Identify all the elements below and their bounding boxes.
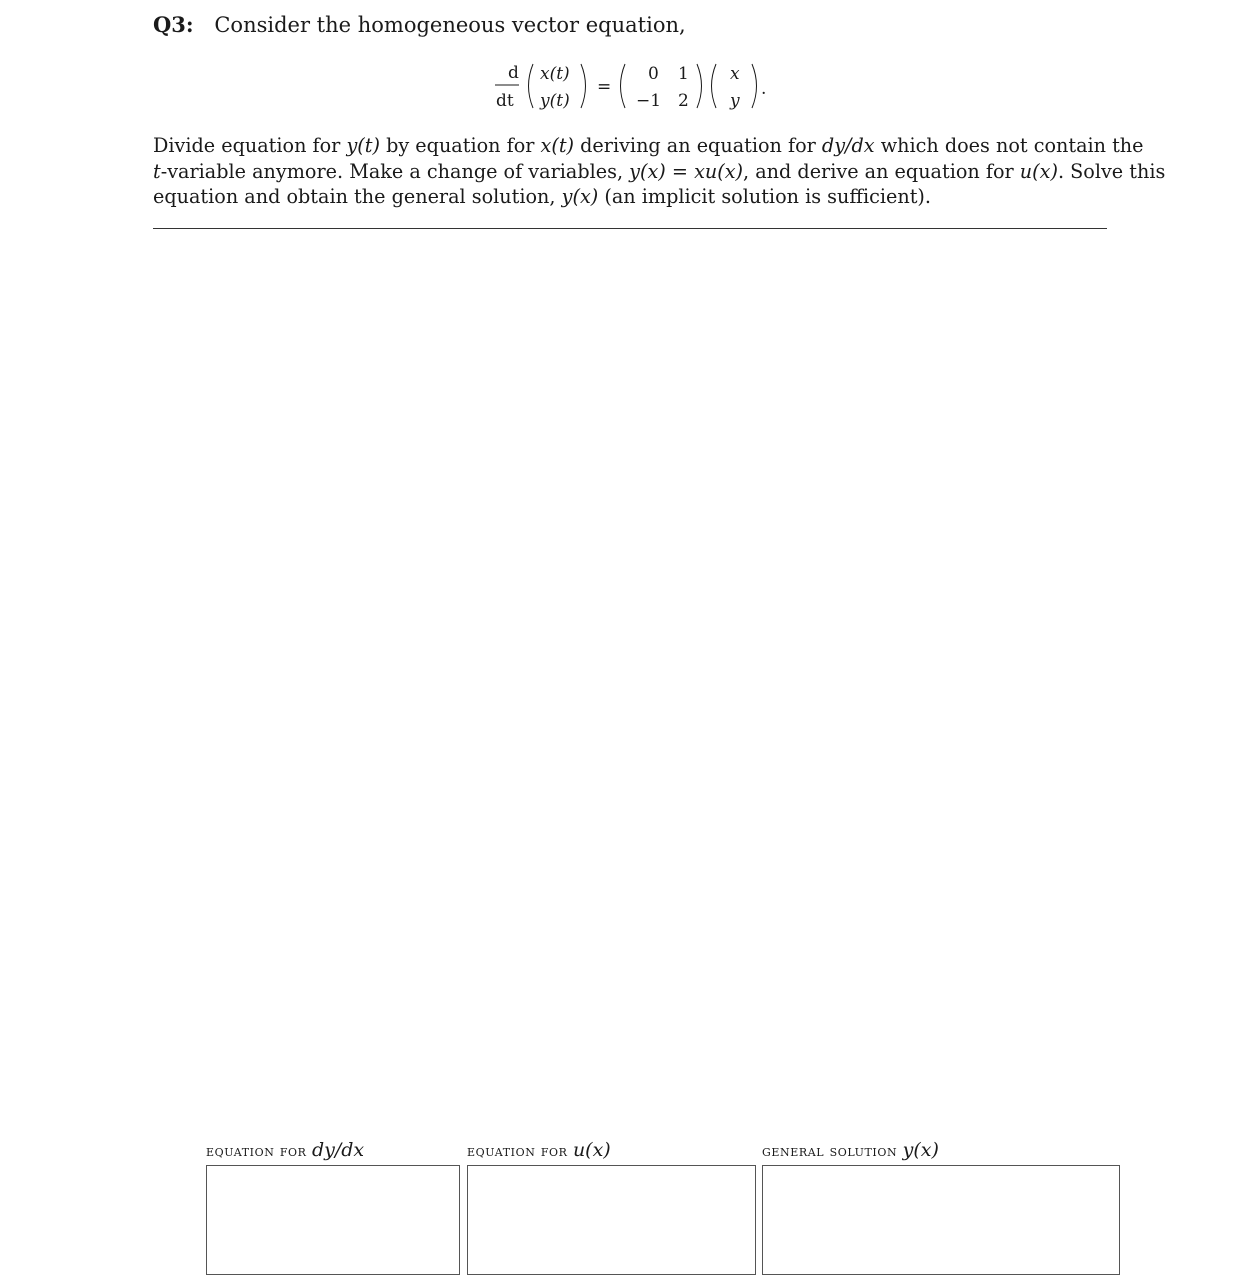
lhs-top-entry: x(t) [540, 64, 570, 84]
instr-text: by equation for [379, 134, 541, 157]
vector-equation [480, 56, 780, 116]
answer-box-u[interactable] [467, 1165, 756, 1275]
answer-label-dydx [206, 1136, 364, 1165]
instr-math: y(x) = xu(x) [629, 159, 744, 183]
answer-label-text: equation for [467, 1142, 568, 1160]
answer-label-text: equation for [206, 1142, 307, 1160]
answer-label-math: u(x) [572, 1139, 611, 1161]
instr-math: u(x) [1019, 159, 1058, 183]
instr-text: Divide equation for [153, 134, 347, 157]
instr-text: -variable anymore. Make a change of variables, [160, 159, 630, 183]
matrix-right-paren [697, 64, 702, 108]
rhs-right-paren [752, 64, 757, 108]
instructions-line-2 [153, 159, 1166, 185]
rhs-left-paren [712, 64, 717, 108]
question-header [153, 10, 686, 40]
vector-equation-svg [480, 56, 780, 116]
equation-end-period: . [761, 79, 767, 99]
answer-label-math: dy/dx [311, 1139, 365, 1161]
equals-sign: = [597, 77, 612, 97]
derivative-denominator: dt [496, 91, 514, 111]
instr-math: t [153, 159, 161, 183]
question-intro: Consider the homogeneous vector equation, [214, 13, 686, 37]
lhs-right-paren [581, 64, 586, 108]
instr-text: (an implicit solution is sufficient). [598, 185, 932, 208]
rhs-top-entry: x [730, 64, 740, 84]
matrix-entry-12: 1 [678, 64, 689, 84]
question-label: Q3: [153, 12, 194, 37]
section-divider [153, 228, 1107, 229]
answer-box-general-solution[interactable] [762, 1165, 1120, 1275]
instr-text: equation and obtain the general solution, [153, 185, 562, 208]
answer-box-dydx[interactable] [206, 1165, 460, 1275]
instr-text: which does not contain the [874, 134, 1144, 157]
matrix-left-paren [621, 64, 626, 108]
question-instructions [153, 133, 1166, 210]
lhs-left-paren [529, 64, 534, 108]
matrix-entry-21: −1 [636, 91, 662, 111]
lhs-bottom-entry: y(t) [540, 91, 570, 111]
derivative-numerator: d [508, 63, 519, 83]
instructions-line-1 [153, 133, 1144, 159]
instr-text: , and derive an equation for [743, 159, 1020, 183]
instructions-line-3 [153, 184, 1107, 210]
instr-math: dy/dx [821, 134, 875, 157]
rhs-bottom-entry: y [730, 91, 740, 111]
answer-label-math: y(x) [902, 1139, 939, 1161]
matrix-entry-11: 0 [648, 64, 659, 84]
answer-label-general-solution [762, 1136, 939, 1165]
instr-math: y(t) [346, 134, 380, 157]
answer-label-text: general solution [762, 1142, 898, 1160]
instr-math: y(x) [561, 185, 599, 208]
instr-math: x(t) [540, 134, 575, 157]
answer-label-u [467, 1136, 611, 1165]
matrix-entry-22: 2 [678, 91, 689, 111]
instr-text: . Solve this [1057, 159, 1166, 183]
instr-text: deriving an equation for [574, 134, 822, 157]
